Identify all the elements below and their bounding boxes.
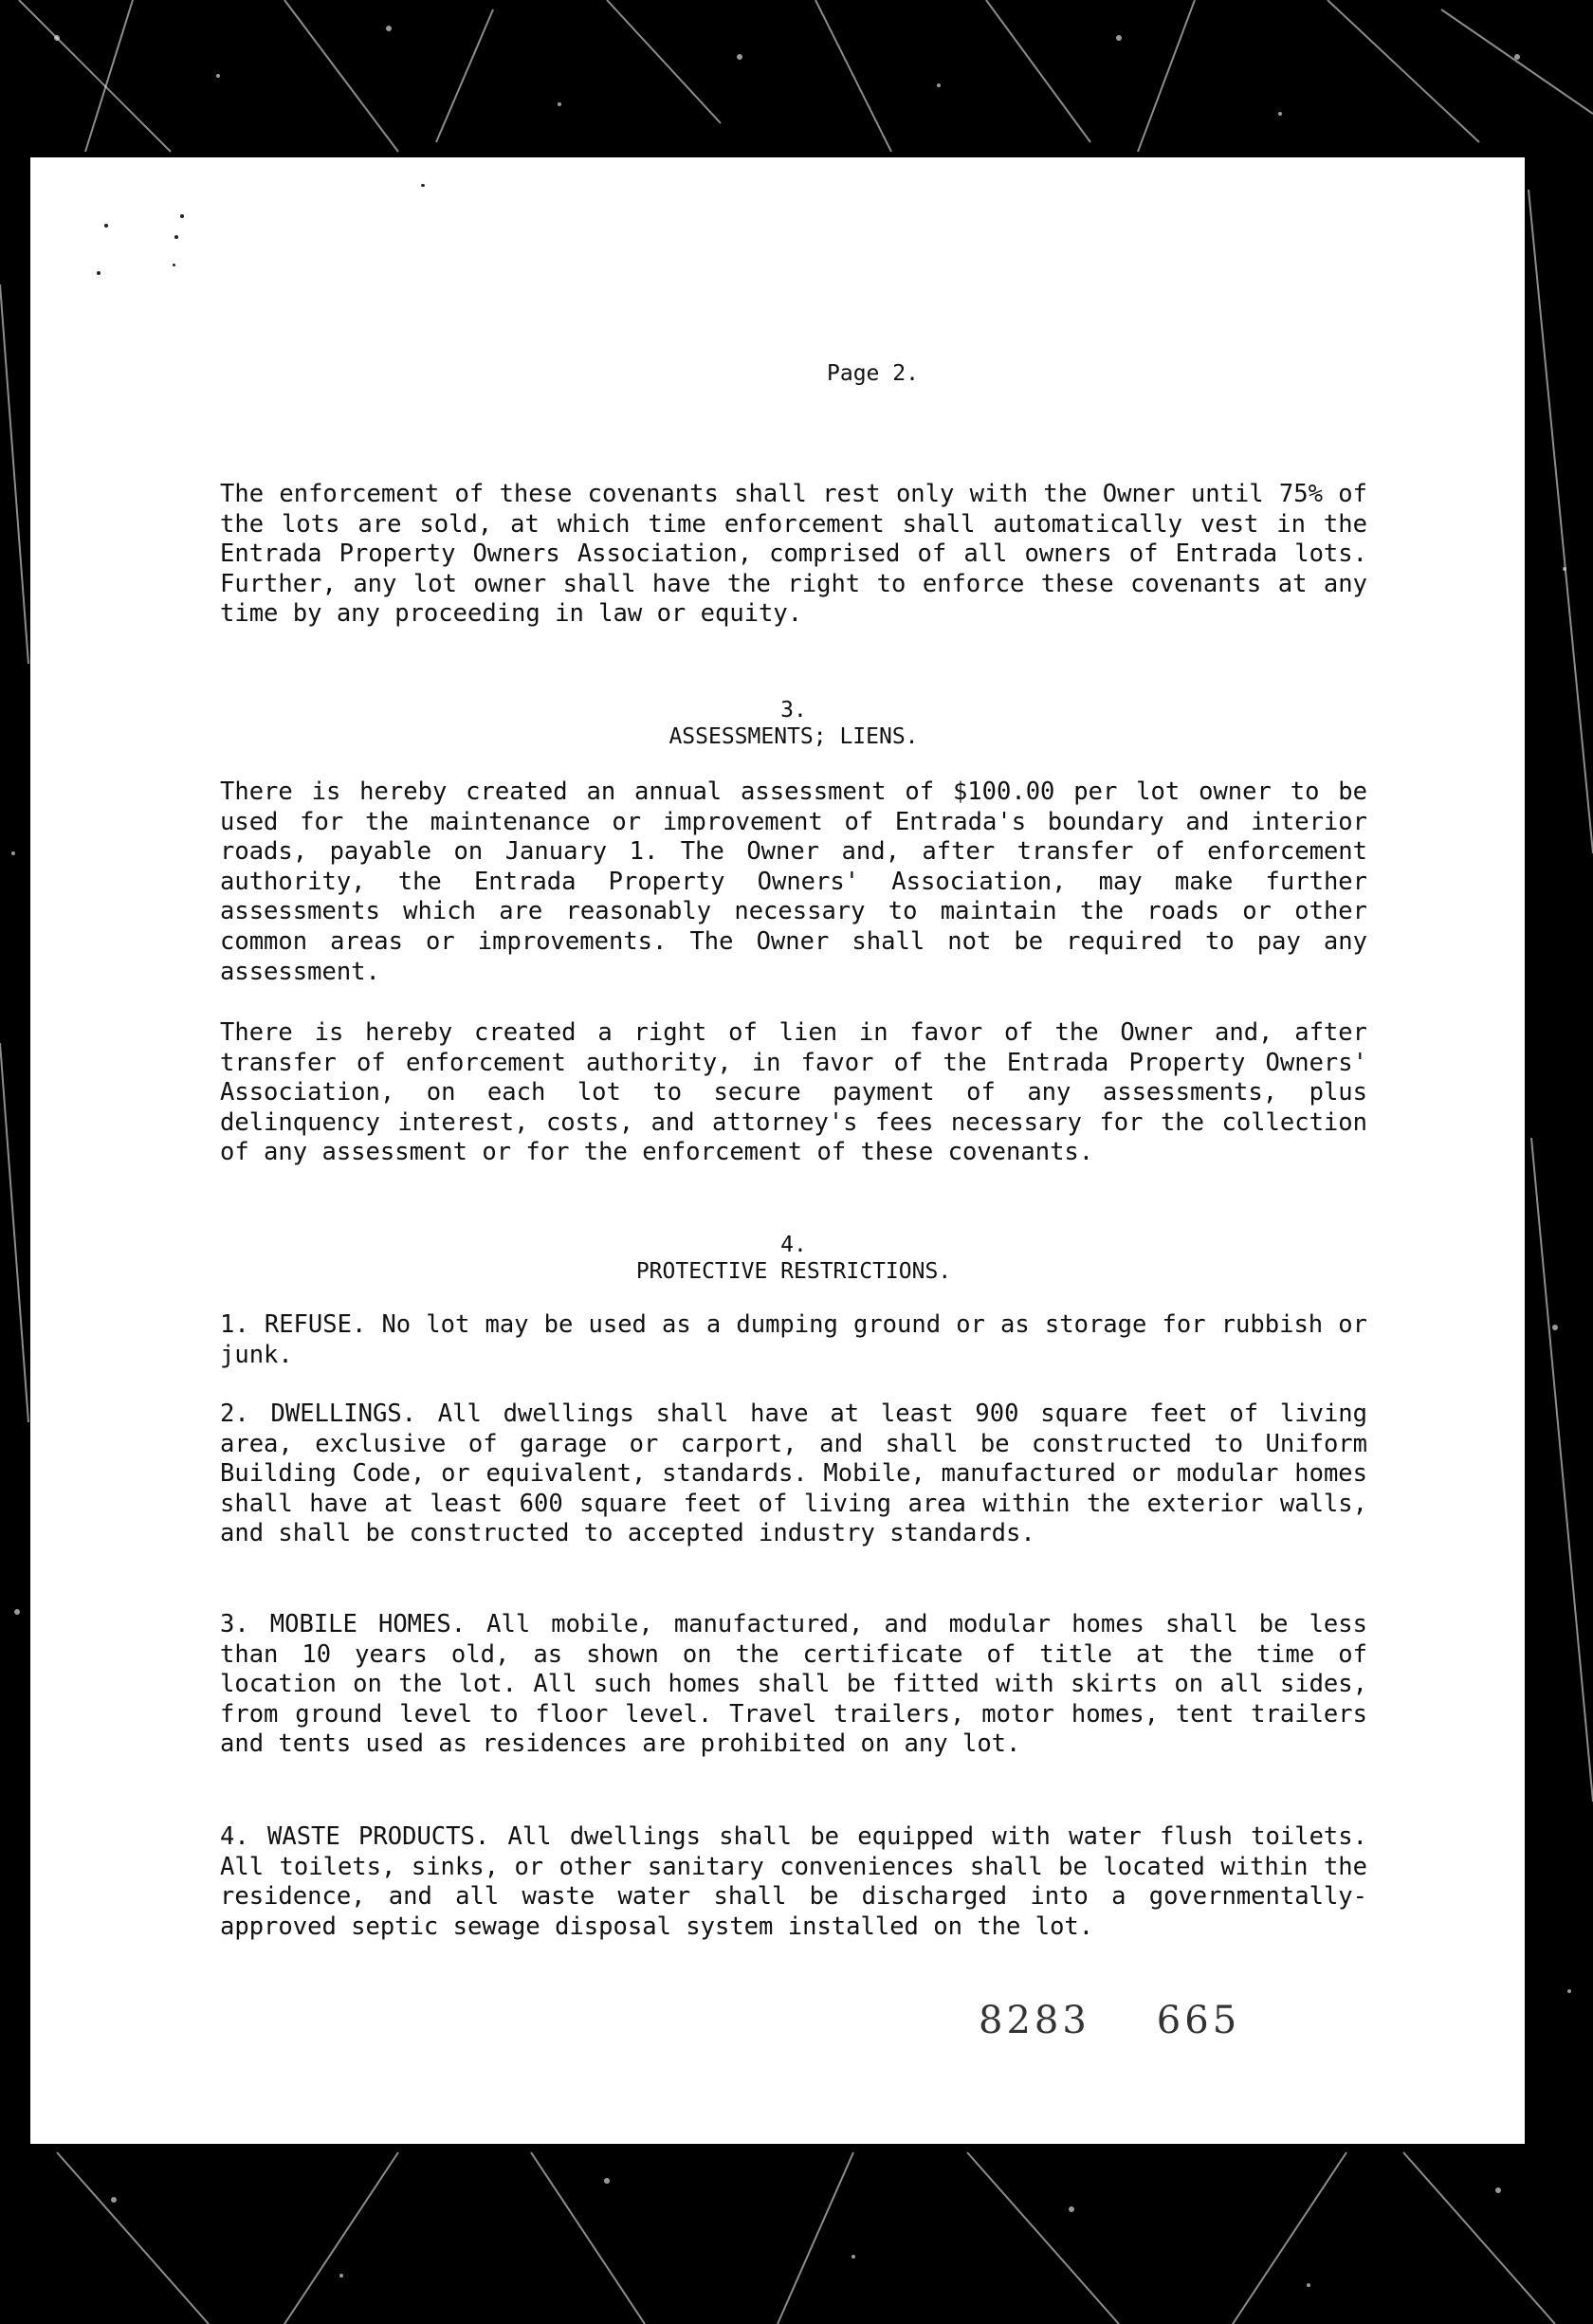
- restriction-waste-products: 4. WASTE PRODUCTS. All dwellings shall be equipped with water flush toilets. All toilets, sinks, or other sanitary conveniences shall be located within the residence, and all waste water shall be discharged into a governmentally-approved septic sewage disposal system installed on the lot.: [220, 1822, 1367, 1941]
- book-number: 8283: [979, 1999, 1090, 2042]
- recording-book-page-number: [979, 1999, 1240, 2042]
- intro-paragraph: The enforcement of these covenants shall rest only with the Owner until 75% of the lots are sold, at which time enforcement shall automatically vest in the Entrada Property Owners Association, comprised of all owners of Entrada lots. Further, any lot owner shall have the right to enforce these covenants at any time by any proceeding in law or equity.: [220, 480, 1367, 629]
- section-4-title: PROTECTIVE RESTRICTIONS.: [635, 1259, 952, 1284]
- restriction-refuse: 1. REFUSE. No lot may be used as a dumping ground or as storage for rubbish or junk.: [220, 1310, 1367, 1369]
- scan-speck: [173, 264, 175, 266]
- document-page: [30, 157, 1525, 2144]
- scan-speck: [174, 235, 178, 239]
- section-4-number: 4.: [780, 1233, 807, 1257]
- lien-paragraph: There is hereby created a right of lien in favor of the Owner and, after transfer of enforcement authority, in favor of the Entrada Property Owners' Association, on each lot to secure payment of any assessments, plus delinquency interest, costs, and attorney's fees necessary for the collection of any assessment or for the enforcement of these covenants.: [220, 1018, 1367, 1167]
- scan-speck: [104, 224, 108, 228]
- book-page-number: 665: [1156, 1999, 1241, 2042]
- scan-speck: [180, 214, 184, 218]
- page-number-label: Page 2.: [827, 361, 919, 386]
- scan-speck: [421, 184, 425, 187]
- restriction-dwellings: 2. DWELLINGS. All dwellings shall have at least 900 square feet of living area, exclusive of garage or carport, and shall be constructed to Uniform Building Code, or equivalent, standards. Mobile, manufactured or modular homes shall have at least 600 square feet of living area within the exterior walls, and shall be constructed to accepted industry standards.: [220, 1400, 1367, 1548]
- scan-speck: [97, 271, 101, 275]
- restriction-mobile-homes: 3. MOBILE HOMES. All mobile, manufactured, and modular homes shall be less than 10 years old, as shown on the certificate of title at the time of location on the lot. All such homes shall be fitted with skirts on all sides, from ground level to floor level. Travel trailers, motor homes, tent trailers and tents used as residences are prohibited on any lot.: [220, 1610, 1367, 1759]
- section-3-number: 3.: [780, 698, 807, 723]
- assessment-paragraph: There is hereby created an annual assessment of $100.00 per lot owner to be used for the maintenance or improvement of Entrada's boundary and interior roads, payable on January 1. The Owner and, after transfer of enforcement authority, the Entrada Property Owners' Association, may make further assessments which are reasonably necessary to maintain the roads or other common areas or improvements. The Owner shall not be required to pay any assessment.: [220, 778, 1367, 986]
- section-3-title: ASSESSMENTS; LIENS.: [668, 724, 919, 749]
